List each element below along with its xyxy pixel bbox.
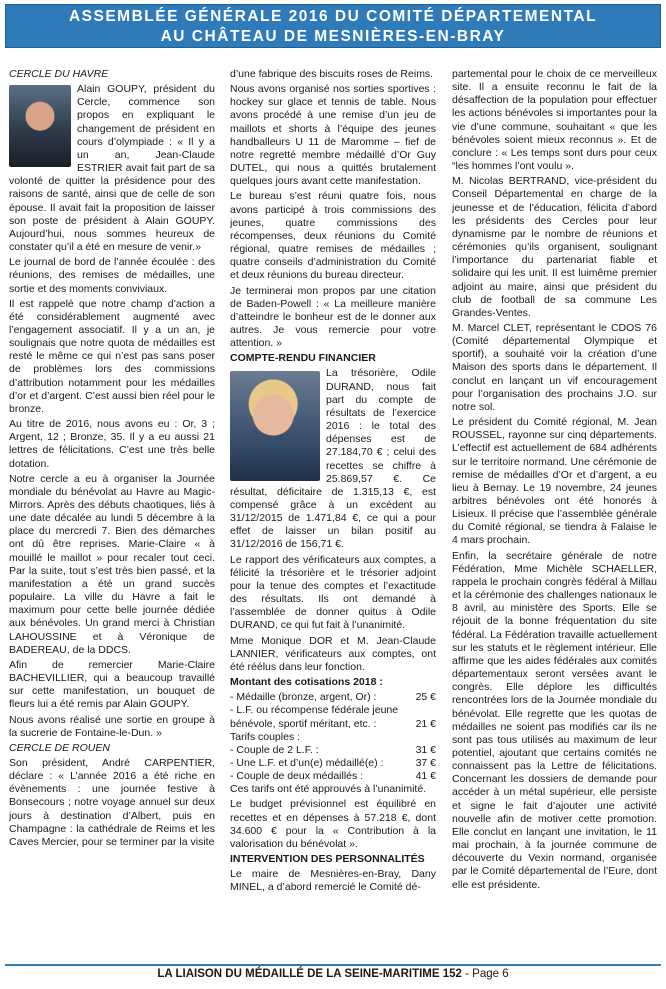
cotisation-value: 41 € — [415, 770, 436, 783]
cotisation-label: - Couple de deux médaillés : — [230, 770, 364, 783]
paragraph: partemental pour le choix de ce merveilleux site. Il a ensuite reconnu le fait de la désaffection de la population pour effectuer les actions bénévoles si importantes pour la vie d’une commune, souhaitant « que les bénévoles soient mieux reconnus ». Et de conclure : « Les temps sont durs pour ceux “les hommes l’ont voulu ». — [452, 68, 657, 173]
paragraph: Le président du Comité régional, M. Jean ROUSSEL, rayonne sur cinq départements. L’effectif est actuellement de 684 adhérents sur le territoire normand. Une cérémonie de remise de médailles d’Or et d’argent, a eu lieu à Bernay. Le 19 novembre, 24 jeunes arbitres bénévoles ont été honorés à Lisieux. Il précise que l’assemblée générale du Comité régional, se tiendra à Falaise le 4 mars prochain. — [452, 416, 657, 547]
paragraph: Notre cercle a eu à organiser la Journée mondiale du bénévolat au Havre au Magic-Mirrors. Après des débuts chaotiques, liés à une date décalée au lundi 5 décembre à la place du mercredi 7. Bien des démarches ont dû être reprises. Marie-Claire « à mouillé le maillot » pour recaler tout ceci. Par la suite, tout s’est très bien passé, et la manifestation a été un grand succès populaire. La ville du Havre a fait le maximum pour cette belle journée dédiée aux bénévoles. Un grand merci à Christian LAHOUSSINE et à Véronique de BADEREAU, de la DDCS. — [9, 472, 215, 656]
footer — [0, 968, 666, 980]
paragraph: Le maire de Mesnières-en-Bray, Dany MINEL, a d’abord remercié le Comité dé- — [230, 868, 436, 894]
paragraph: Afin de remercier Marie-Claire BACHEVILLIER, qui a beaucoup travaillé sur cette manifestation, un bouquet de fleurs lui a été remis par Alain GOUPY. — [9, 658, 215, 711]
cotisation-value: 21 € — [415, 717, 436, 730]
paragraph: d’une fabrique des biscuits roses de Reims. — [230, 68, 434, 80]
paragraph: Le rapport des vérificateurs aux comptes, a félicité la trésorière et le trésorier adjoint pour la tenue des comptes et l’exactitude des résultats. Ils ont demandé à l’assemblée de donner quitus à Odile DURAND, ce qui fut fait à l’unanimité. — [230, 553, 436, 632]
footer-page-number: - Page 6 — [461, 968, 509, 980]
paragraph: Ces tarifs ont été approuvés à l’unanimité. — [230, 783, 427, 796]
paragraph: Alain GOUPY, président du Cercle, commence son propos en expliquant le changement de président en cours d’olympiade : « Il y a un an, Jean-Claude ESTRIER avait fait part de sa volonté de quitter la présidence pour des raisons de santé, ainsi que de celle de son épouse. Il avait fait la proposition de laisser son poste de président à Alain GOUPY. Aujourd’hui, nous sommes heureux de constater qu’il a été en mesure de venir.» — [9, 83, 215, 254]
cotisation-value: 31 € — [415, 743, 436, 756]
paragraph: Enfin, la secrétaire générale de notre Fédération, Mme Michèle SCHAELLER, rappela le prochain congrès fédéral à Millau et la cérémonie des challenges nationaux le 8 avril, au ministère des Sports. Elle se réjouit de la bonne fréquentation du site fédéral. La Fédération travaille actuellement sur les statuts et le règlement intérieur. Elle affirme que les aides fédérales aux comités départementaux seront versées avant le congrès. Elle déplore les difficultés rencontrées lors de la Journée mondiale du bénévolat. Elle regrette que les quotas de médailles ne soient pas modifiés car ils ne sont pas tous utilisés au maximum de leur potentiel, ajoutant que certains comités ne connaissent pas la Lettre de félicitations. Concernant les dossiers de demande pour accéder à un métal supérieur, elle persiste et signe le fait d’ajouter une activité nouvelle afin de motiver cette promotion. Elle conclut en lançant une invitation, le 11 mai prochain, à la journée commune de découverte du Vexin normand, organisée par le Comité départemental de l’Eure, dont elle est présidente. — [452, 549, 657, 891]
cotisation-row — [230, 770, 436, 783]
paragraph: Nous avons réalisé une sortie en groupe à la sucrerie de Fontaine-le-Dun. » — [9, 713, 215, 739]
title-line-1: ASSEMBLÉE GÉNÉRALE 2016 DU COMITÉ DÉPARTEMENTAL — [68, 8, 598, 25]
cotisation-row — [230, 704, 436, 730]
cotisation-label: - L.F. ou récompense fédérale jeune bénévole, sportif méritant, etc. : — [230, 704, 399, 730]
photo-odile-durand — [230, 371, 320, 481]
paragraph: Son président, André CARPENTIER, déclare : « L’année 2016 a été riche en évènements : une journée festive à Bonsecours ; notre voyage annuel sur deux jours à destination d’Albert, puis en Champagne : la cathédrale de Reims et les Caves Mercier, pour se terminer par la visite — [9, 756, 215, 848]
column-3 — [452, 68, 657, 960]
tarifs-label: Tarifs couples : — [230, 730, 301, 743]
cotisation-row — [230, 691, 436, 704]
paragraph: M. Marcel CLET, représentant le CDOS 76 (Comité départemental Olympique et sportif), a souhaité voir la création d’une Maison des sports dans le département. Il conclut en lançant un vif encouragement pour l’organisation des prochains J.O. sur notre sol. — [452, 321, 657, 413]
paragraph: M. Nicolas BERTRAND, vice-président du Conseil Départemental en charge de la jeunesse et de l’éducation, félicita d’abord les présidents des Cercles pour leur dynamisme par le nombre de réunions et cérémonies qu’ils organisent, soulignant l’importance du partenariat fiable et solidaire qui les unit. Il est luimême premier adjoint au maire, ainsi que président du club de football de sa commune Les Grandes-Ventes. — [452, 175, 657, 319]
column-1 — [9, 68, 215, 960]
paragraph: Il est rappelé que notre champ d’action a été considérablement augmenté avec l’engagement associatif. Il y a un an, je soulignais que notre quota de médailles est resté le même ce qui n’est pas sans poser de problèmes lors des commissions d’attribution notamment pour les médailles d’or et d’argent. C’est aussi bien réel pour le bronze. — [9, 297, 215, 415]
paragraph: Le journal de bord de l’année écoulée : des réunions, des remises de médailles, une sortie et des moments conviviaux. — [9, 256, 215, 295]
section-heading-havre: CERCLE DU HAVRE — [9, 68, 109, 80]
photo-alain-goupy — [9, 85, 71, 167]
cotisation-value: 25 € — [415, 691, 436, 704]
section-heading-rouen: CERCLE DE ROUEN — [9, 741, 110, 754]
cotisation-label: - Médaille (bronze, argent, Or) : — [230, 691, 377, 704]
footer-divider — [5, 964, 661, 966]
paragraph: Nous avons organisé nos sorties sportives : hockey sur glace et tennis de table. Nous avons procédé à une remise d’un jeu de maillots et shorts à l’équipe des jeunes handballeurs U 11 de Maromme – fief de notre regretté membre médaillé d’Or Guy DUTEL, qui nous a quittés brutalement quelques jours avant cette manifestation. — [230, 83, 436, 188]
paragraph: Le bureau s’est réuni quatre fois, nous avons participé à trois commissions des jeunes, quatre commissions des récompenses, deux réunions du Comité régional, quatre remises de médailles ; quatre conseils d’administration du Comité et deux réunions du bureau directeur. — [230, 190, 436, 282]
cotisation-row — [230, 757, 436, 770]
section-heading-compte-rendu: COMPTE-RENDU FINANCIER — [230, 352, 376, 365]
section-heading-personnalites: INTERVENTION DES PERSONNALITÉS — [230, 853, 425, 866]
paragraph: Au titre de 2016, nous avons eu : Or, 3 ; Argent, 12 ; Bronze, 35. Il y a eu aussi 21 lettres de félicitations. C’est une très belle dotation. — [9, 418, 215, 470]
cotisation-label: - Une L.F. et d’un(e) médaillé(e) : — [230, 756, 384, 769]
cotisation-value: 37 € — [415, 756, 436, 769]
title-banner — [5, 4, 661, 48]
cotisation-label: - Couple de 2 L.F. : — [230, 743, 319, 756]
title-line-2: AU CHÂTEAU DE MESNIÈRES-EN-BRAY — [160, 28, 506, 45]
cotisations-heading: Montant des cotisations 2018 : — [230, 676, 383, 689]
footer-title: LA LIAISON DU MÉDAILLÉ DE LA SEINE-MARITIME 152 — [157, 968, 462, 980]
cotisation-row — [230, 744, 436, 757]
paragraph: Je terminerai mon propos par une citation de Baden-Powell : « La meilleure manière d’atteindre le bonheur est de le donner aux autres. Je vous remercie pour votre attention. » — [230, 284, 436, 350]
column-2 — [230, 68, 436, 960]
paragraph: Mme Monique DOR et M. Jean-Claude LANNIER, vérificateurs aux comptes, ont été réélus dans leur fonction. — [230, 634, 436, 673]
paragraph: La trésorière, Odile DURAND, nous fait part du compte de résultats de l’exercice 2016 : le total des dépenses est de 27.184,70 € ; celui des recettes se chiffre à 25.869,57 €. Ce résultat, déficitaire de 1.315,13 €, est compensé grâce à un excédent au 31/12/2015 de 1.471,84 €, ce qui a pour effet de laisser un bilan positif au 31/12/2016 de 156,71 €. — [230, 367, 436, 551]
paragraph: Le budget prévisionnel est équilibré en recettes et en dépenses à 57.218 €, dont 34.600 € pour la « Contribution à la valorisation du bénévolat ». — [230, 798, 436, 850]
